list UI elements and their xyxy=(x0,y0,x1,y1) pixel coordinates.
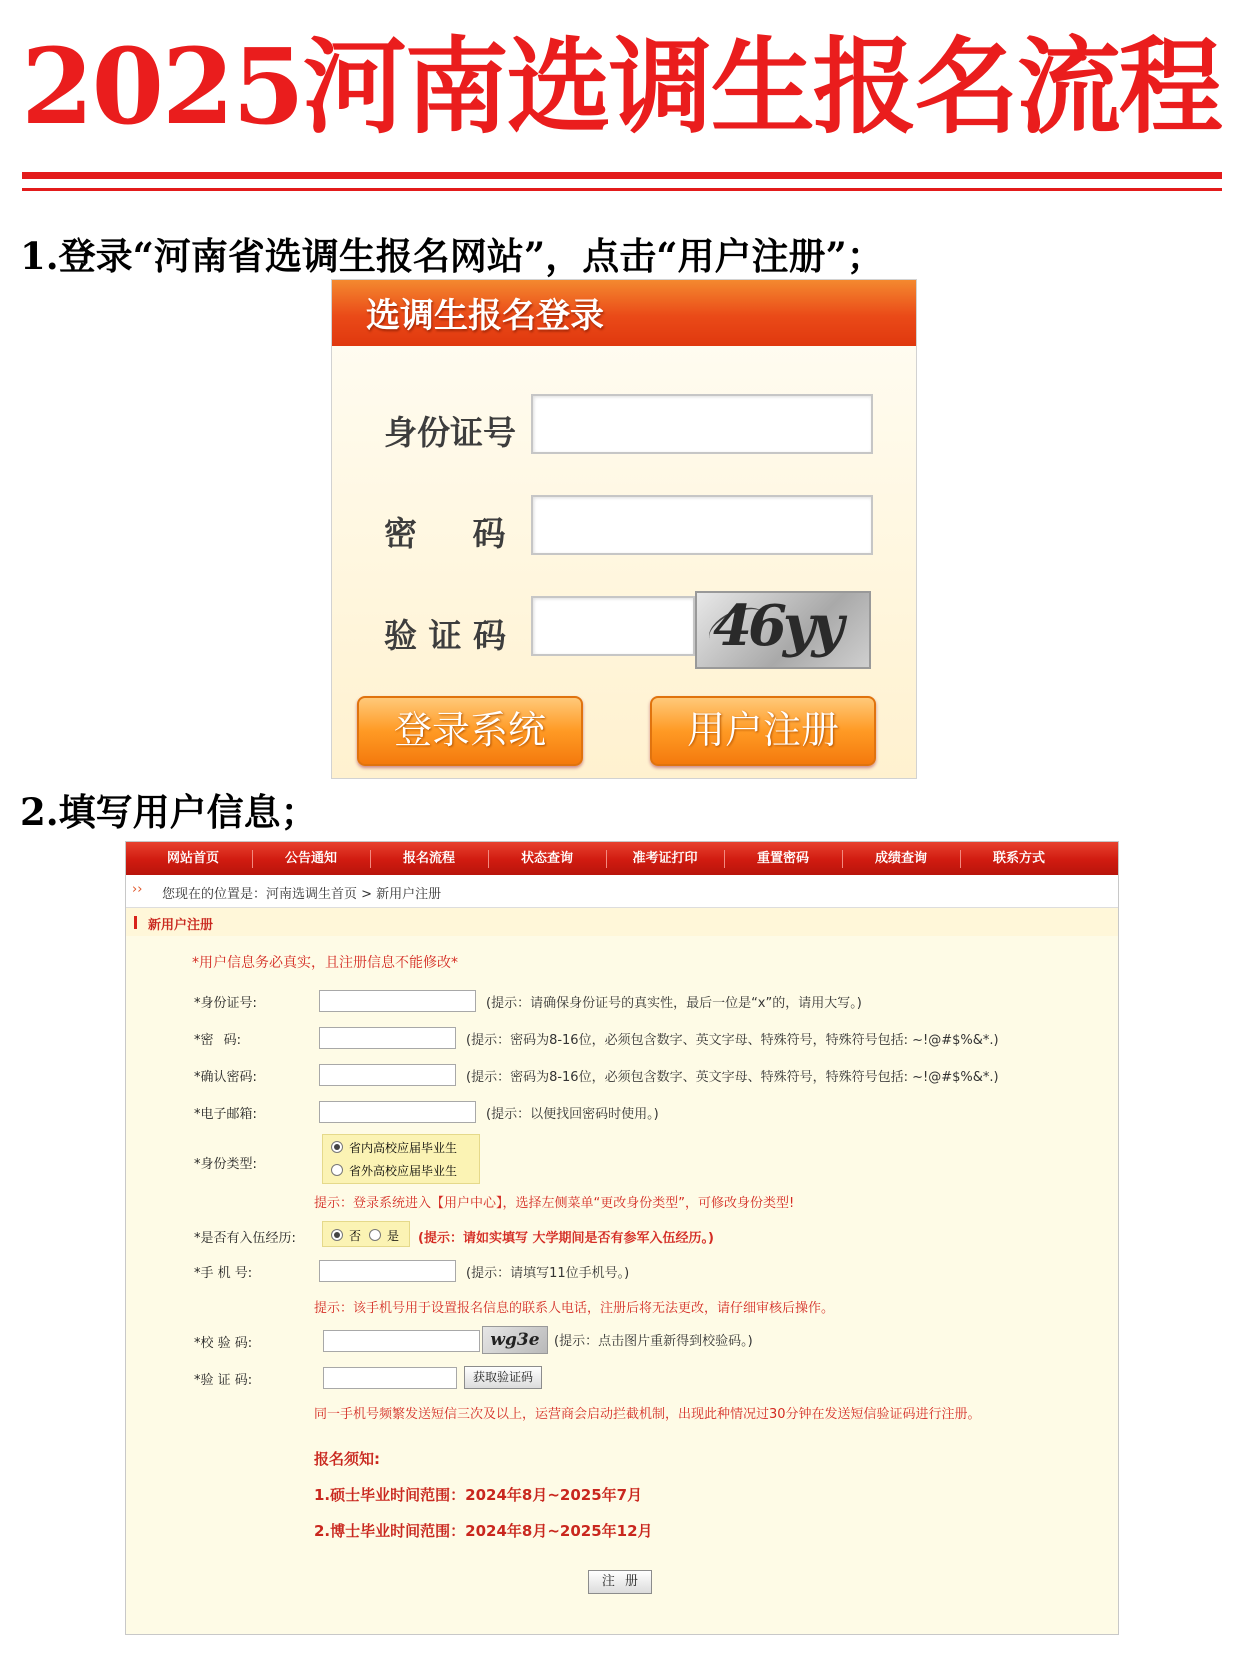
military-option-no[interactable]: 否 xyxy=(331,1227,361,1244)
register-button[interactable]: 用户注册 xyxy=(650,696,876,766)
nav-status[interactable]: 状态查询 xyxy=(520,851,573,866)
nav-announcements[interactable]: 公告通知 xyxy=(284,851,337,866)
check-code-field[interactable] xyxy=(323,1330,480,1352)
password-input[interactable] xyxy=(531,495,873,555)
login-title: 选调生报名登录 xyxy=(366,296,604,336)
confirm-password-field[interactable] xyxy=(319,1064,456,1086)
breadcrumb-arrow-icon: ›› xyxy=(132,882,143,897)
id-number-label: 身份证号 xyxy=(384,413,516,452)
id-number-input[interactable] xyxy=(531,394,873,454)
radio-checked-icon xyxy=(331,1141,343,1153)
title-divider-thin xyxy=(22,188,1222,191)
radio-checked-icon xyxy=(331,1229,343,1241)
captcha-text: 46yy xyxy=(713,593,841,659)
login-header xyxy=(332,280,916,346)
password-label: 密 码 xyxy=(384,514,506,553)
phone-tip: 提示：该手机号用于设置报名信息的联系人电话，注册后将无法更改，请仔细审核后操作。 xyxy=(314,1301,835,1316)
section-title: 新用户注册 xyxy=(148,918,214,933)
notice-phd-range: 2.博士毕业时间范围：2024年8月~2025年12月 xyxy=(314,1522,653,1540)
check-code-hint: (提示：点击图片重新得到校验码。) xyxy=(554,1334,753,1349)
nav-scores[interactable]: 成绩查询 xyxy=(874,851,927,866)
id-number-hint: (提示：请确保身份证号的真实性，最后一位是“x”的，请用大写。) xyxy=(486,996,862,1011)
phone-label: *手 机 号: xyxy=(194,1266,253,1281)
notice-heading: 报名须知: xyxy=(314,1450,380,1468)
password-label: *密 码: xyxy=(194,1033,242,1048)
id-number-field[interactable] xyxy=(319,990,476,1012)
radio-empty-icon xyxy=(369,1229,381,1241)
authenticity-warning: *用户信息务必真实，且注册信息不能修改* xyxy=(192,955,458,971)
check-code-image[interactable]: wg3e xyxy=(482,1326,548,1354)
nav-reset-password[interactable]: 重置密码 xyxy=(756,851,809,866)
section-marker-icon xyxy=(134,916,137,929)
email-hint: (提示：以便找回密码时使用。) xyxy=(486,1107,659,1122)
title-divider-thick xyxy=(22,172,1222,179)
identity-option-in-province[interactable]: 省内高校应届毕业生 xyxy=(331,1139,457,1156)
identity-type-tip: 提示：登录系统进入【用户中心】，选择左侧菜单“更改身份类型”，可修改身份类型! xyxy=(314,1196,795,1211)
step1-heading: 1.登录“河南省选调生报名网站”，点击“用户注册”； xyxy=(20,234,884,278)
email-field[interactable] xyxy=(319,1101,476,1123)
step2-heading: 2.填写用户信息； xyxy=(20,790,318,834)
identity-type-group xyxy=(322,1134,480,1184)
email-label: *电子邮箱: xyxy=(194,1107,257,1122)
top-nav-bar xyxy=(126,842,1118,875)
password-field[interactable] xyxy=(319,1027,456,1049)
phone-hint: (提示：请填写11位手机号。) xyxy=(466,1266,630,1281)
password-hint: (提示：密码为8-16位，必须包含数字、英文字母、特殊符号，特殊符号包括: ~!@#$%&*.) xyxy=(466,1033,999,1048)
login-panel xyxy=(331,279,917,779)
verify-code-field[interactable] xyxy=(323,1367,457,1389)
identity-option-out-province[interactable]: 省外高校应届毕业生 xyxy=(331,1162,457,1179)
confirm-password-hint: (提示：密码为8-16位，必须包含数字、英文字母、特殊符号，特殊符号包括: ~!@#$%&*.) xyxy=(466,1070,999,1085)
identity-type-label: *身份类型: xyxy=(194,1157,257,1172)
radio-empty-icon xyxy=(331,1164,343,1176)
submit-register-button[interactable]: 注 册 xyxy=(588,1570,652,1594)
confirm-password-label: *确认密码: xyxy=(194,1070,257,1085)
get-code-button[interactable]: 获取验证码 xyxy=(464,1366,542,1389)
breadcrumb: 您现在的位置是：河南选调生首页 > 新用户注册 xyxy=(162,887,442,902)
registration-panel xyxy=(125,841,1119,1635)
nav-process[interactable]: 报名流程 xyxy=(402,851,455,866)
id-number-label: *身份证号: xyxy=(194,996,257,1011)
breadcrumb-bar xyxy=(126,875,1118,908)
sms-limit-tip: 同一手机号频繁发送短信三次及以上，运营商会启动拦截机制，出现此种情况过30分钟在发送短信验证码进行注册。 xyxy=(314,1407,981,1422)
check-code-label: *校 验 码: xyxy=(194,1336,253,1351)
notice-masters-range: 1.硕士毕业时间范围：2024年8月~2025年7月 xyxy=(314,1486,643,1504)
military-service-label: *是否有入伍经历: xyxy=(194,1231,296,1246)
captcha-label: 验 证 码 xyxy=(384,616,506,655)
phone-field[interactable] xyxy=(319,1260,456,1282)
captcha-input[interactable] xyxy=(531,596,695,656)
verify-code-label: *验 证 码: xyxy=(194,1373,253,1388)
military-service-group xyxy=(322,1221,410,1247)
section-header xyxy=(126,908,1118,936)
military-service-hint: (提示：请如实填写 大学期间是否有参军入伍经历。) xyxy=(418,1231,714,1246)
login-button[interactable]: 登录系统 xyxy=(357,696,583,766)
military-option-yes[interactable]: 是 xyxy=(369,1227,399,1244)
nav-admission-ticket[interactable]: 准考证打印 xyxy=(632,851,698,866)
nav-home[interactable]: 网站首页 xyxy=(166,851,219,866)
nav-contact[interactable]: 联系方式 xyxy=(992,851,1045,866)
captcha-image[interactable] xyxy=(695,591,871,669)
poster-title: 2025河南选调生报名流程 xyxy=(21,25,1221,148)
